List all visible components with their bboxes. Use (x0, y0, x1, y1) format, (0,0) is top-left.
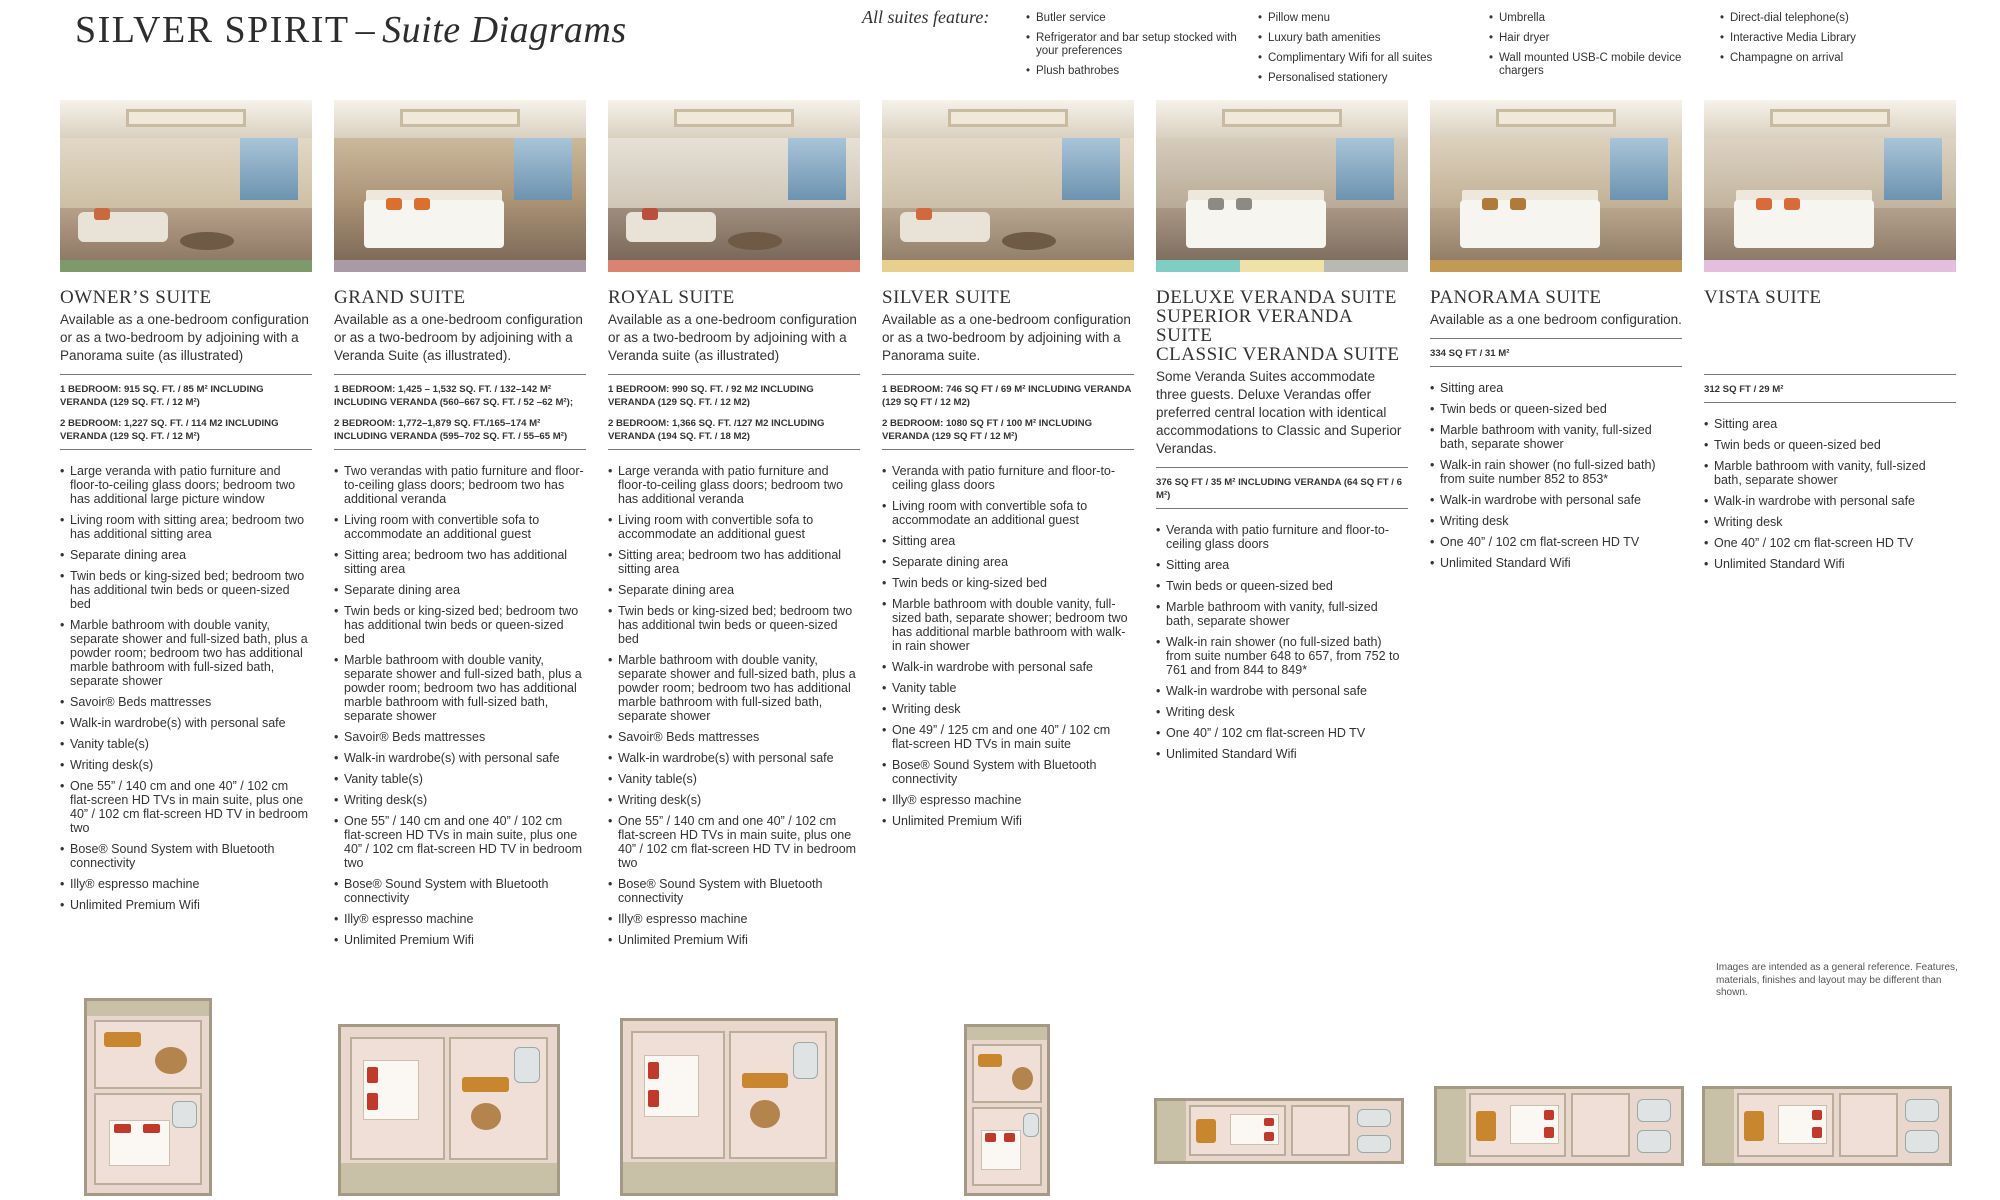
suite-photo (608, 100, 860, 260)
color-band-segment (1430, 260, 1682, 272)
suite-name-line: PANORAMA SUITE (1430, 287, 1602, 308)
title-dash: – (355, 9, 377, 51)
suite-feature-item: • Vanity table(s) (608, 772, 860, 786)
suite-feature-item: • One 40” / 102 cm flat-screen HD TV (1704, 536, 1956, 550)
suite-column (60, 100, 312, 919)
suite-sizes (882, 374, 1134, 450)
suite-feature-item: • Illy® espresso machine (882, 793, 1134, 807)
suite-feature-item: • Sitting area; bedroom two has additional sitting area (334, 548, 586, 576)
suite-name-line: DELUXE VERANDA SUITE (1156, 287, 1397, 308)
page-title (75, 8, 627, 52)
disclaimer: Images are intended as a general reference. Features, materials, finishes and layout may be different than shown. (1716, 962, 1958, 998)
suite-feature-item: • One 40” / 102 cm flat-screen HD TV (1156, 726, 1408, 740)
suite-sizes (608, 374, 860, 450)
all-suites-feature-column (1026, 12, 1251, 85)
suite-photo (1156, 100, 1408, 260)
suite-feature-item: • Twin beds or queen-sized bed (1430, 402, 1682, 416)
suite-feature-item: • Writing desk (1430, 514, 1682, 528)
suite-name (334, 288, 586, 307)
suite-feature-item: • Bose® Sound System with Bluetooth connectivity (608, 877, 860, 905)
floor-plan (1154, 1098, 1404, 1164)
suite-feature-item: • Bose® Sound System with Bluetooth connectivity (882, 758, 1134, 786)
suite-photo (882, 100, 1134, 260)
suite-column (334, 100, 586, 954)
suite-column (882, 100, 1134, 835)
suite-feature-item: • Twin beds or king-sized bed; bedroom two has additional twin beds or queen-sized bed (608, 604, 860, 646)
suite-feature-item: • Illy® espresso machine (60, 877, 312, 891)
suite-feature-item: • Sitting area (1704, 417, 1956, 431)
suite-name (608, 288, 860, 307)
suite-column (608, 100, 860, 954)
suite-feature-item: • One 40” / 102 cm flat-screen HD TV (1430, 535, 1682, 549)
suite-sizes (334, 374, 586, 450)
suite-feature-item: • Unlimited Premium Wifi (60, 898, 312, 912)
suite-feature-item: • Twin beds or queen-sized bed (1156, 579, 1408, 593)
all-suites-feature-item: • Interactive Media Library (1720, 32, 1960, 45)
suite-description: Available as a one-bedroom configuration or as a two-bedroom by adjoining with a Veranda Suite (as illustrated). (334, 312, 583, 363)
suite-feature-item: • Two verandas with patio furniture and floor-to-ceiling glass doors; bedroom two has additional veranda (334, 464, 586, 506)
suite-features (334, 464, 586, 947)
suite-description (1704, 311, 1956, 365)
suite-features (60, 464, 312, 912)
suite-feature-item: • Walk-in wardrobe(s) with personal safe (334, 751, 586, 765)
title-sub: Suite Diagrams (382, 9, 627, 51)
suite-color-band (60, 260, 312, 272)
suite-feature-item: • Walk-in wardrobe with personal safe (1430, 493, 1682, 507)
suite-feature-item: • Bose® Sound System with Bluetooth connectivity (60, 842, 312, 870)
color-band-segment (608, 260, 860, 272)
suite-name (1704, 288, 1956, 307)
suite-feature-item: • Separate dining area (608, 583, 860, 597)
suite-column (1704, 100, 1956, 578)
suite-size-line: 312 SQ FT / 29 M² (1704, 384, 1784, 395)
all-suites-feature-column (1258, 12, 1483, 92)
title-main: SILVER SPIRIT (75, 9, 350, 51)
floor-plan (338, 1024, 560, 1196)
suite-feature-item: • Marble bathroom with vanity, full-sized bath, separate shower (1430, 423, 1682, 451)
suite-name (882, 288, 1134, 307)
suite-features (1156, 523, 1408, 761)
all-suites-feature-item: • Personalised stationery (1258, 72, 1483, 85)
suite-feature-item: • Sitting area (1430, 381, 1682, 395)
color-band-segment (1240, 260, 1324, 272)
suite-feature-item: • Walk-in wardrobe with personal safe (1156, 684, 1408, 698)
suite-features (1430, 381, 1682, 570)
all-suites-feature-item: • Wall mounted USB-C mobile device chargers (1489, 52, 1714, 78)
suite-feature-item: • One 55” / 140 cm and one 40” / 102 cm flat-screen HD TVs in main suite, plus one 40” / 102 cm flat-screen HD TV in bedroom two (334, 814, 586, 870)
suite-feature-item: • Twin beds or king-sized bed; bedroom two has additional twin beds or queen-sized bed (334, 604, 586, 646)
floor-plan (620, 1018, 838, 1196)
suite-feature-item: • Unlimited Premium Wifi (882, 814, 1134, 828)
suite-feature-item: • Marble bathroom with double vanity, separate shower and full-sized bath, plus a powder room; bedroom two has additional marble bathroom with full-sized bath, separate shower (608, 653, 860, 723)
all-suites-feature-item: • Luxury bath amenities (1258, 32, 1483, 45)
suite-feature-item: • Writing desk(s) (60, 758, 312, 772)
suite-color-band (882, 260, 1134, 272)
all-suites-feature-item: • Direct-dial telephone(s) (1720, 12, 1960, 25)
all-suites-feature-item: • Plush bathrobes (1026, 65, 1251, 78)
suite-size-line: 2 BEDROOM: 1,772–1,879 SQ. FT./165–174 M² INCLUDING VERANDA (595–702 SQ. FT. / 55–65 M²) (334, 418, 568, 442)
all-suites-feature-column (1489, 12, 1714, 85)
suite-feature-item: • Savoir® Beds mattresses (608, 730, 860, 744)
suite-name-line: SUPERIOR VERANDA SUITE (1156, 306, 1353, 346)
color-band-segment (1324, 260, 1408, 272)
suite-color-band (1704, 260, 1956, 272)
suite-description: Some Veranda Suites accommodate three guests. Deluxe Verandas offer preferred central location with identical accommodations to Classic and Superior Verandas. (1156, 369, 1402, 456)
suite-feature-item: • Marble bathroom with double vanity, separate shower and full-sized bath, plus a powder room; bedroom two has additional marble bathroom with full-sized bath, separate shower (60, 618, 312, 688)
color-band-segment (1704, 260, 1956, 272)
suite-name-line: GRAND SUITE (334, 287, 466, 308)
suite-features (1704, 417, 1956, 571)
suite-name-line: SILVER SUITE (882, 287, 1012, 308)
suite-sizes (1430, 338, 1682, 367)
suite-feature-item: • One 55” / 140 cm and one 40” / 102 cm flat-screen HD TVs in main suite, plus one 40” / 102 cm flat-screen HD TV in bedroom two (608, 814, 860, 870)
suite-features (882, 464, 1134, 828)
suite-feature-item: • Twin beds or queen-sized bed (1704, 438, 1956, 452)
suite-name (1156, 288, 1408, 364)
all-suites-feature-item: • Complimentary Wifi for all suites (1258, 52, 1483, 65)
suite-feature-item: • Walk-in rain shower (no full-sized bath) from suite number 648 to 657, from 752 to 761 and from 844 to 849* (1156, 635, 1408, 677)
all-suites-feature-item: • Hair dryer (1489, 32, 1714, 45)
suite-photo (1430, 100, 1682, 260)
suite-feature-item: • Twin beds or king-sized bed; bedroom two has additional twin beds or queen-sized bed (60, 569, 312, 611)
suite-description: Available as a one bedroom configuration. (1430, 312, 1682, 327)
suite-name-line: CLASSIC VERANDA SUITE (1156, 344, 1400, 365)
suite-feature-item: • Living room with convertible sofa to accommodate an additional guest (608, 513, 860, 541)
suite-size-line: 334 SQ FT / 31 M² (1430, 348, 1510, 359)
suite-feature-item: • Living room with sitting area; bedroom two has additional sitting area (60, 513, 312, 541)
suite-feature-item: • Veranda with patio furniture and floor-to-ceiling glass doors (1156, 523, 1408, 551)
suite-photo (334, 100, 586, 260)
all-suites-label: All suites feature: (862, 7, 990, 27)
suite-feature-item: • Large veranda with patio furniture and floor-to-ceiling glass doors; bedroom two has additional large picture window (60, 464, 312, 506)
suite-feature-item: • Walk-in wardrobe with personal safe (1704, 494, 1956, 508)
suite-feature-item: • Large veranda with patio furniture and floor-to-ceiling glass doors; bedroom two has additional veranda (608, 464, 860, 506)
suite-size-line: 1 BEDROOM: 746 SQ FT / 69 M² INCLUDING VERANDA (129 SQ FT / 12 M2) (882, 384, 1132, 408)
suite-name-line: ROYAL SUITE (608, 287, 735, 308)
suite-feature-item: • Savoir® Beds mattresses (60, 695, 312, 709)
suite-feature-item: • Walk-in wardrobe with personal safe (882, 660, 1134, 674)
all-suites-feature-item: • Pillow menu (1258, 12, 1483, 25)
suite-feature-item: • Marble bathroom with double vanity, separate shower and full-sized bath, plus a powder room; bedroom two has additional marble bathroom with full-sized bath, separate shower (334, 653, 586, 723)
suite-sizes (1704, 374, 1956, 403)
color-band-segment (1156, 260, 1240, 272)
suite-size-line: 1 BEDROOM: 1,425 – 1,532 SQ. FT. / 132–142 M² INCLUDING VERANDA (560–667 SQ. FT. / 52 –62 M²); (334, 384, 574, 408)
suite-feature-item: • Illy® espresso machine (334, 912, 586, 926)
all-suites-feature-item: • Champagne on arrival (1720, 52, 1960, 65)
suite-feature-item: • Sitting area; bedroom two has additional sitting area (608, 548, 860, 576)
suite-feature-item: • Twin beds or king-sized bed (882, 576, 1134, 590)
suite-feature-item: • Unlimited Standard Wifi (1704, 557, 1956, 571)
suite-size-line: 1 BEDROOM: 915 SQ. FT. / 85 M² INCLUDING VERANDA (129 SQ. FT. / 12 M²) (60, 384, 264, 408)
suite-feature-item: • Walk-in wardrobe(s) with personal safe (60, 716, 312, 730)
suite-feature-item: • Bose® Sound System with Bluetooth connectivity (334, 877, 586, 905)
suite-size-line: 2 BEDROOM: 1,366 SQ. FT. /127 M2 INCLUDING VERANDA (194 SQ. FT. / 18 M2) (608, 418, 825, 442)
suite-feature-item: • Illy® espresso machine (608, 912, 860, 926)
suite-feature-item: • Unlimited Premium Wifi (334, 933, 586, 947)
suite-size-line: 2 BEDROOM: 1,227 SQ. FT. / 114 M2 INCLUDING VERANDA (129 SQ. FT. / 12 M²) (60, 418, 279, 442)
suite-sizes (1156, 467, 1408, 509)
suite-feature-item: • Writing desk (1156, 705, 1408, 719)
suite-feature-item: • Separate dining area (60, 548, 312, 562)
suite-feature-item: • Veranda with patio furniture and floor-to-ceiling glass doors (882, 464, 1134, 492)
all-suites-feature-column (1720, 12, 1960, 72)
suite-description: Available as a one-bedroom configuration or as a two-bedroom by adjoining with a Panorama suite (as illustrated) (60, 312, 309, 363)
suite-feature-item: • Separate dining area (882, 555, 1134, 569)
floor-plan (84, 998, 212, 1196)
suite-size-line: 2 BEDROOM: 1080 SQ FT / 100 M² INCLUDING VERANDA (129 SQ FT / 12 M²) (882, 418, 1093, 442)
suite-color-band (608, 260, 860, 272)
suite-feature-item: • Walk-in wardrobe(s) with personal safe (608, 751, 860, 765)
suite-sizes (60, 374, 312, 450)
suite-feature-item: • Sitting area (882, 534, 1134, 548)
suite-feature-item: • Unlimited Standard Wifi (1156, 747, 1408, 761)
suite-name-line: OWNER’S SUITE (60, 287, 212, 308)
suite-description: Available as a one-bedroom configuration or as a two-bedroom by adjoining with a Panorama suite. (882, 312, 1131, 363)
suite-feature-item: • Marble bathroom with vanity, full-sized bath, separate shower (1156, 600, 1408, 628)
suite-color-band (1430, 260, 1682, 272)
suite-feature-item: • Vanity table(s) (334, 772, 586, 786)
color-band-segment (882, 260, 1134, 272)
suite-feature-item: • Vanity table (882, 681, 1134, 695)
suite-name (1430, 288, 1682, 307)
all-suites-feature-item: • Butler service (1026, 12, 1251, 25)
suite-size-line: 1 BEDROOM: 990 SQ. FT. / 92 M2 INCLUDING VERANDA (129 SQ. FT. / 12 M2) (608, 384, 814, 408)
suite-photo (1704, 100, 1956, 260)
suite-feature-item: • Separate dining area (334, 583, 586, 597)
suite-color-band (1156, 260, 1408, 272)
suite-feature-item: • Unlimited Premium Wifi (608, 933, 860, 947)
suite-size-line: 376 SQ FT / 35 M² INCLUDING VERANDA (64 SQ FT / 6 M²) (1156, 477, 1402, 501)
suite-feature-item: • Living room with convertible sofa to accommodate an additional guest (334, 513, 586, 541)
suite-feature-item: • Unlimited Standard Wifi (1430, 556, 1682, 570)
suite-color-band (334, 260, 586, 272)
suite-photo (60, 100, 312, 260)
suite-feature-item: • Writing desk(s) (334, 793, 586, 807)
suite-feature-item: • Vanity table(s) (60, 737, 312, 751)
suite-feature-item: • One 49” / 125 cm and one 40” / 102 cm flat-screen HD TVs in main suite (882, 723, 1134, 751)
suite-feature-item: • Writing desk(s) (608, 793, 860, 807)
suite-name-line: VISTA SUITE (1704, 287, 1822, 308)
all-suites-feature-item: • Umbrella (1489, 12, 1714, 25)
all-suites-feature-item: • Refrigerator and bar setup stocked with your preferences (1026, 32, 1251, 58)
suite-feature-item: • Sitting area (1156, 558, 1408, 572)
suite-description: Available as a one-bedroom configuration or as a two-bedroom by adjoining with a Veranda suite (as illustrated) (608, 312, 857, 363)
suite-column (1430, 100, 1682, 577)
suite-feature-item: • Marble bathroom with vanity, full-sized bath, separate shower (1704, 459, 1956, 487)
floor-plan (964, 1024, 1050, 1196)
color-band-segment (334, 260, 586, 272)
floor-plan (1702, 1086, 1952, 1166)
suite-feature-item: • Walk-in rain shower (no full-sized bath) from suite number 852 to 853* (1430, 458, 1682, 486)
suite-feature-item: • Savoir® Beds mattresses (334, 730, 586, 744)
suite-feature-item: • Writing desk (1704, 515, 1956, 529)
suite-feature-item: • Marble bathroom with double vanity, full-sized bath, separate shower; bedroom two has additional marble bathroom with walk-in rain shower (882, 597, 1134, 653)
suite-feature-item: • Writing desk (882, 702, 1134, 716)
suite-feature-item: • One 55” / 140 cm and one 40” / 102 cm flat-screen HD TVs in main suite, plus one 40” / 102 cm flat-screen HD TV in bedroom two (60, 779, 312, 835)
suite-column (1156, 100, 1408, 768)
suite-name (60, 288, 312, 307)
suite-features (608, 464, 860, 947)
color-band-segment (60, 260, 312, 272)
suite-feature-item: • Living room with convertible sofa to accommodate an additional guest (882, 499, 1134, 527)
floor-plan (1434, 1086, 1684, 1166)
